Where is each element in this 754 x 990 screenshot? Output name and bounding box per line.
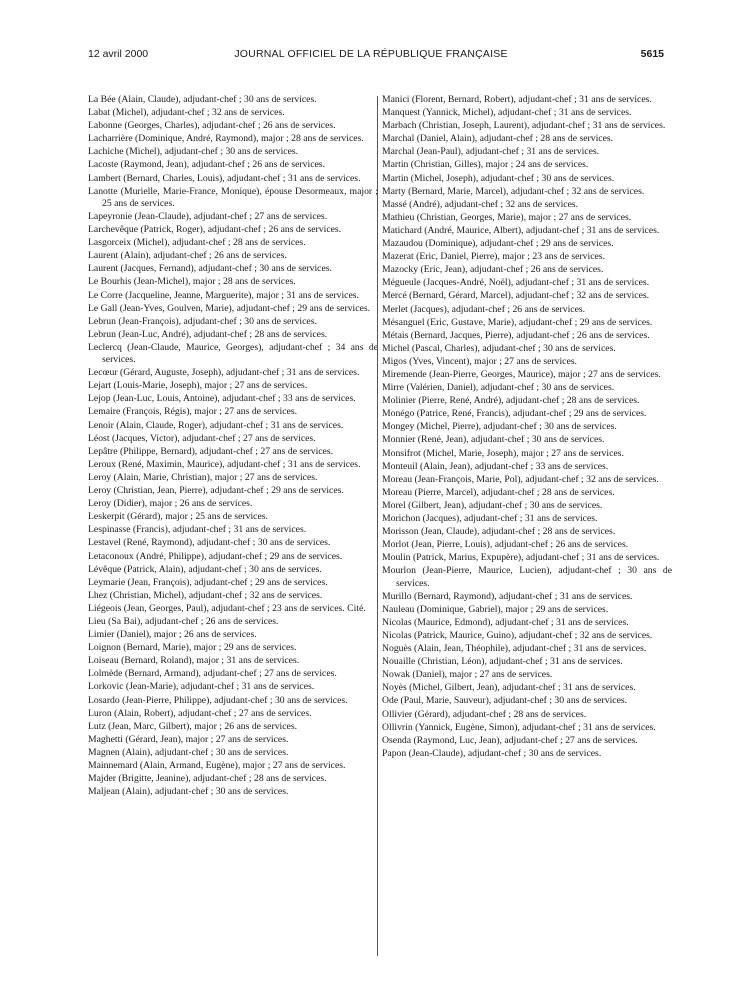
list-item: Mazaudou (Dominique), adjudant-chef ; 29 ans de services. [382,238,614,250]
list-item: Matichard (André, Maurice, Albert), adjudant-chef ; 31 ans de services. [382,224,660,236]
list-item: Luron (Alain, Robert), adjudant-chef ; 27 ans de services. [88,707,312,719]
list-item: Lespinasse (Francis), adjudant-chef ; 31 ans de services. [88,524,307,536]
list-item: Lacoste (Raymond, Jean), adjudant-chef ; 26 ans de services. [88,159,325,171]
list-item: Labonne (Georges, Charles), adjudant-chef ; 26 ans de services. [88,120,336,132]
list-item: Leroy (Didier), major ; 26 ans de services. [88,498,253,510]
list-item: Murillo (Bernard, Raymond), adjudant-chef ; 31 ans de services. [382,590,633,602]
list-item: Majder (Brigitte, Jeanine), adjudant-chef ; 28 ans de services. [88,773,327,785]
list-item: Letaconoux (André, Philippe), adjudant-chef ; 29 ans de services. [88,550,343,562]
list-item: Ollivrin (Yannick, Eugène, Simon), adjudant-chef ; 31 ans de services. [382,721,656,733]
list-item: Lapeyronie (Jean-Claude), adjudant-chef ; 27 ans de services. [88,210,328,222]
list-item: Molinier (Pierre, René, André), adjudant-chef ; 28 ans de services. [382,395,640,407]
list-item: Marbach (Christian, Joseph, Laurent), adjudant-chef ; 31 ans de services. [382,120,666,132]
list-item: Lenoir (Alain, Claude, Roger), adjudant-chef ; 31 ans de services. [88,419,344,431]
list-item: Lecœur (Gérard, Auguste, Joseph), adjudant-chef ; 31 ans de services. [88,367,360,379]
right-column [382,94,672,761]
list-item: Mathieu (Christian, Georges, Marie), major ; 27 ans de services. [382,211,632,223]
list-item: Le Gall (Jean-Yves, Goulven, Marie), adjudant-chef ; 29 ans de services. [88,302,371,314]
list-item: Marchal (Jean-Paul), adjudant-chef ; 31 ans de services. [382,146,600,158]
list-item: Ollivier (Gérard), adjudant-chef ; 28 ans de services. [382,708,587,720]
list-item: Leskerpit (Gérard), major ; 25 ans de services. [88,511,268,523]
list-item: Léost (Jacques, Victor), adjudant-chef ; 27 ans de services. [88,432,316,444]
list-item: Maljean (Alain), adjudant-chef ; 30 ans de services. [88,786,289,798]
list-item: Noyès (Michel, Gilbert, Jean), adjudant-chef ; 31 ans de services. [382,682,636,694]
list-item: Le Corre (Jacqueline, Jeanne, Marguerite), major ; 31 ans de services. [88,289,359,301]
list-item: Lestavel (René, Raymond), adjudant-chef ; 30 ans de services. [88,537,331,549]
publication-date: 12 avril 2000 [88,48,149,60]
list-item: Manquest (Yannick, Michel), adjudant-chef ; 31 ans de services. [382,107,632,119]
left-column [88,94,378,799]
list-item: Magnen (Alain), adjudant-chef ; 30 ans de services. [88,746,289,758]
list-item: Nicolas (Patrick, Maurice, Guino), adjudant-chef ; 32 ans de services. [382,629,653,641]
list-item: Martin (Christian, Gilles), major ; 24 ans de services. [382,159,589,171]
list-item: Mazocky (Eric, Jean), adjudant-chef ; 26 ans de services. [382,264,604,276]
list-item: Limier (Daniel), major ; 26 ans de services. [88,629,257,641]
list-item: Nouaille (Christian, Léon), adjudant-chef ; 31 ans de services. [382,656,623,668]
list-item: Monégo (Patrice, René, Francis), adjudant-chef ; 29 ans de services. [382,408,647,420]
list-item: Mongey (Michel, Pierre), adjudant-chef ; 30 ans de services. [382,421,617,433]
list-item: Lorkovic (Jean-Marie), adjudant-chef ; 31 ans de services. [88,681,315,693]
list-item: Lolmède (Bernard, Armand), adjudant-chef ; 27 ans de services. [88,668,337,680]
list-item: Massé (André), adjudant-chef ; 32 ans de services. [382,198,579,210]
list-item: Morisson (Jean, Claude), adjudant-chef ; 28 ans de services. [382,526,616,538]
list-item: Lutz (Jean, Marc, Gilbert), major ; 26 ans de services. [88,720,298,732]
list-item: Mercé (Bernard, Gérard, Marcel), adjudant-chef ; 32 ans de services. [382,290,650,302]
list-item: Ode (Paul, Marie, Sauveur), adjudant-chef ; 30 ans de services. [382,695,628,707]
list-item: Lévêque (Patrick, Alain), adjudant-chef ; 30 ans de services. [88,563,322,575]
list-item: Loignon (Bernard, Marie), major ; 29 ans de services. [88,642,297,654]
list-item: Moreau (Pierre, Marcel), adjudant-chef ; 28 ans de services. [382,486,615,498]
list-item: Lejop (Jean-Luc, Louis, Antoine), adjudant-chef ; 33 ans de services. [88,393,356,405]
list-item: Leroy (Alain, Marie, Christian), major ; 27 ans de services. [88,471,318,483]
list-item: Maghetti (Gérard, Jean), major ; 27 ans de services. [88,733,289,745]
page-number: 5615 [640,48,664,60]
list-item: Monnier (René, Jean), adjudant-chef ; 30 ans de services. [382,434,605,446]
list-item: Lepâtre (Philippe, Bernard), adjudant-chef ; 27 ans de services. [88,445,334,457]
list-item: Monsifrot (Michel, Marie, Joseph), major ; 27 ans de services. [382,447,624,459]
list-item: Nauleau (Dominique, Gabriel), major ; 29 ans de services. [382,603,609,615]
list-item: Lebrun (Jean-Luc, André), adjudant-chef ; 28 ans de services. [88,328,328,340]
journal-title: JOURNAL OFFICIEL DE LA RÉPUBLIQUE FRANÇAISE [234,48,508,60]
list-item: Lejart (Louis-Marie, Joseph), major ; 27 ans de services. [88,380,308,392]
list-item: Mourlon (Jean-Pierre, Maurice, Lucien), adjudant-chef ; 30 ans de services. [382,565,672,589]
list-item: Lhez (Christian, Michel), adjudant-chef ; 32 ans de services. [88,589,323,601]
list-item: Papon (Jean-Claude), adjudant-chef ; 30 ans de services. [382,747,602,759]
list-item: Lieu (Sa Bai), adjudant-chef ; 26 ans de services. [88,615,279,627]
list-item: Michel (Pascal, Charles), adjudant-chef ; 30 ans de services. [382,342,616,354]
list-item: Martin (Michel, Joseph), adjudant-chef ; 30 ans de services. [382,172,615,184]
list-item: Marty (Bernard, Marie, Marcel), adjudant-chef ; 32 ans de services. [382,185,645,197]
list-item: Mirre (Valérien, Daniel), adjudant-chef ; 30 ans de services. [382,382,615,394]
list-item: Leroux (René, Maximin, Maurice), adjudant-chef ; 31 ans de services. [88,458,361,470]
list-item: Moreau (Jean-François, Marie, Pol), adjudant-chef ; 32 ans de services. [382,473,659,485]
list-item: Labat (Michel), adjudant-chef ; 32 ans de services. [88,107,285,119]
list-item: Mégueule (Jacques-André, Noël), adjudant-chef ; 31 ans de services. [382,277,650,289]
list-item: Mazerat (Eric, Daniel, Pierre), major ; 23 ans de services. [382,251,605,263]
list-item: Liégeois (Jean, Georges, Paul), adjudant-chef ; 23 ans de services. Cité. [88,602,366,614]
list-item: Miremende (Jean-Pierre, Georges, Maurice), major ; 27 ans de services. [382,368,661,380]
list-item: Noguès (Alain, Jean, Théophile), adjudant-chef ; 31 ans de services. [382,643,647,655]
list-item: Lebrun (Jean-François), adjudant-chef ; 30 ans de services. [88,315,317,327]
column-divider [377,96,378,956]
list-item: Lemaire (François, Régis), major ; 27 ans de services. [88,406,298,418]
list-item: Mésanguel (Eric, Gustave, Marie), adjudant-chef ; 29 ans de services. [382,316,653,328]
list-item: Leroy (Christian, Jean, Pierre), adjudant-chef ; 29 ans de services. [88,485,344,497]
list-item: Morlot (Jean, Pierre, Louis), adjudant-chef ; 26 ans de services. [382,539,629,551]
list-item: Lasgorceix (Michel), adjudant-chef ; 28 ans de services. [88,237,306,249]
list-item: Lachiche (Michel), adjudant-chef ; 30 ans de services. [88,146,299,158]
list-item: Monteuil (Alain, Jean), adjudant-chef ; 33 ans de services. [382,460,609,472]
list-item: Manici (Florent, Bernard, Robert), adjudant-chef ; 31 ans de services. [382,94,652,105]
list-item: Le Bourhis (Jean-Michel), major ; 28 ans de services. [88,276,296,288]
list-item: Lacharrière (Dominique, André, Raymond), major ; 28 ans de services. [88,133,364,145]
list-item: Losardo (Jean-Pierre, Philippe), adjudant-chef ; 30 ans de services. [88,694,348,706]
list-item: Moulin (Patrick, Marius, Expupère), adjudant-chef ; 31 ans de services. [382,552,660,564]
list-item: Lanotte (Murielle, Marie-France, Monique), épouse Desormeaux, major ; 25 ans de services. [88,185,378,209]
list-item: Nowak (Daniel), major ; 27 ans de services. [382,669,553,681]
list-item: Lambert (Bernard, Charles, Louis), adjudant-chef ; 31 ans de services. [88,172,361,184]
list-item: Mainnemard (Alain, Armand, Eugène), major ; 27 ans de services. [88,760,346,771]
list-item: Marchal (Daniel, Alain), adjudant-chef ; 28 ans de services. [382,133,614,145]
list-item: Loiseau (Bernard, Roland), major ; 31 ans de services. [88,655,300,667]
list-item: Leclercq (Jean-Claude, Maurice, Georges), adjudant-chef ; 34 ans de services. [88,341,378,366]
list-item: Morel (Gilbert, Jean), adjudant-chef ; 30 ans de services. [382,499,603,511]
list-item: Laurent (Jacques, Fernand), adjudant-chef ; 30 ans de services. [88,263,332,275]
list-item: Nicolas (Maurice, Edmond), adjudant-chef ; 31 ans de services. [382,616,629,628]
list-item: Laurent (Alain), adjudant-chef ; 26 ans de services. [88,250,287,262]
list-item: Migos (Yves, Vincent), major ; 27 ans de services. [382,355,577,367]
list-item: Métais (Bernard, Jacques, Pierre), adjudant-chef ; 26 ans de services. [382,329,650,341]
list-item: Osenda (Raymond, Luc, Jean), adjudant-chef ; 27 ans de services. [382,734,638,746]
list-item: Larchevêque (Patrick, Roger), adjudant-chef ; 26 ans de services. [88,224,342,236]
list-item: Morichon (Jacques), adjudant-chef ; 31 ans de services. [382,513,598,524]
page-header [88,48,664,64]
list-item: Merlet (Jacques), adjudant-chef ; 26 ans de services. [382,303,586,315]
list-item: La Bée (Alain, Claude), adjudant-chef ; 30 ans de services. [88,94,317,105]
list-item: Leymarie (Jean, François), adjudant-chef ; 29 ans de services. [88,576,328,588]
